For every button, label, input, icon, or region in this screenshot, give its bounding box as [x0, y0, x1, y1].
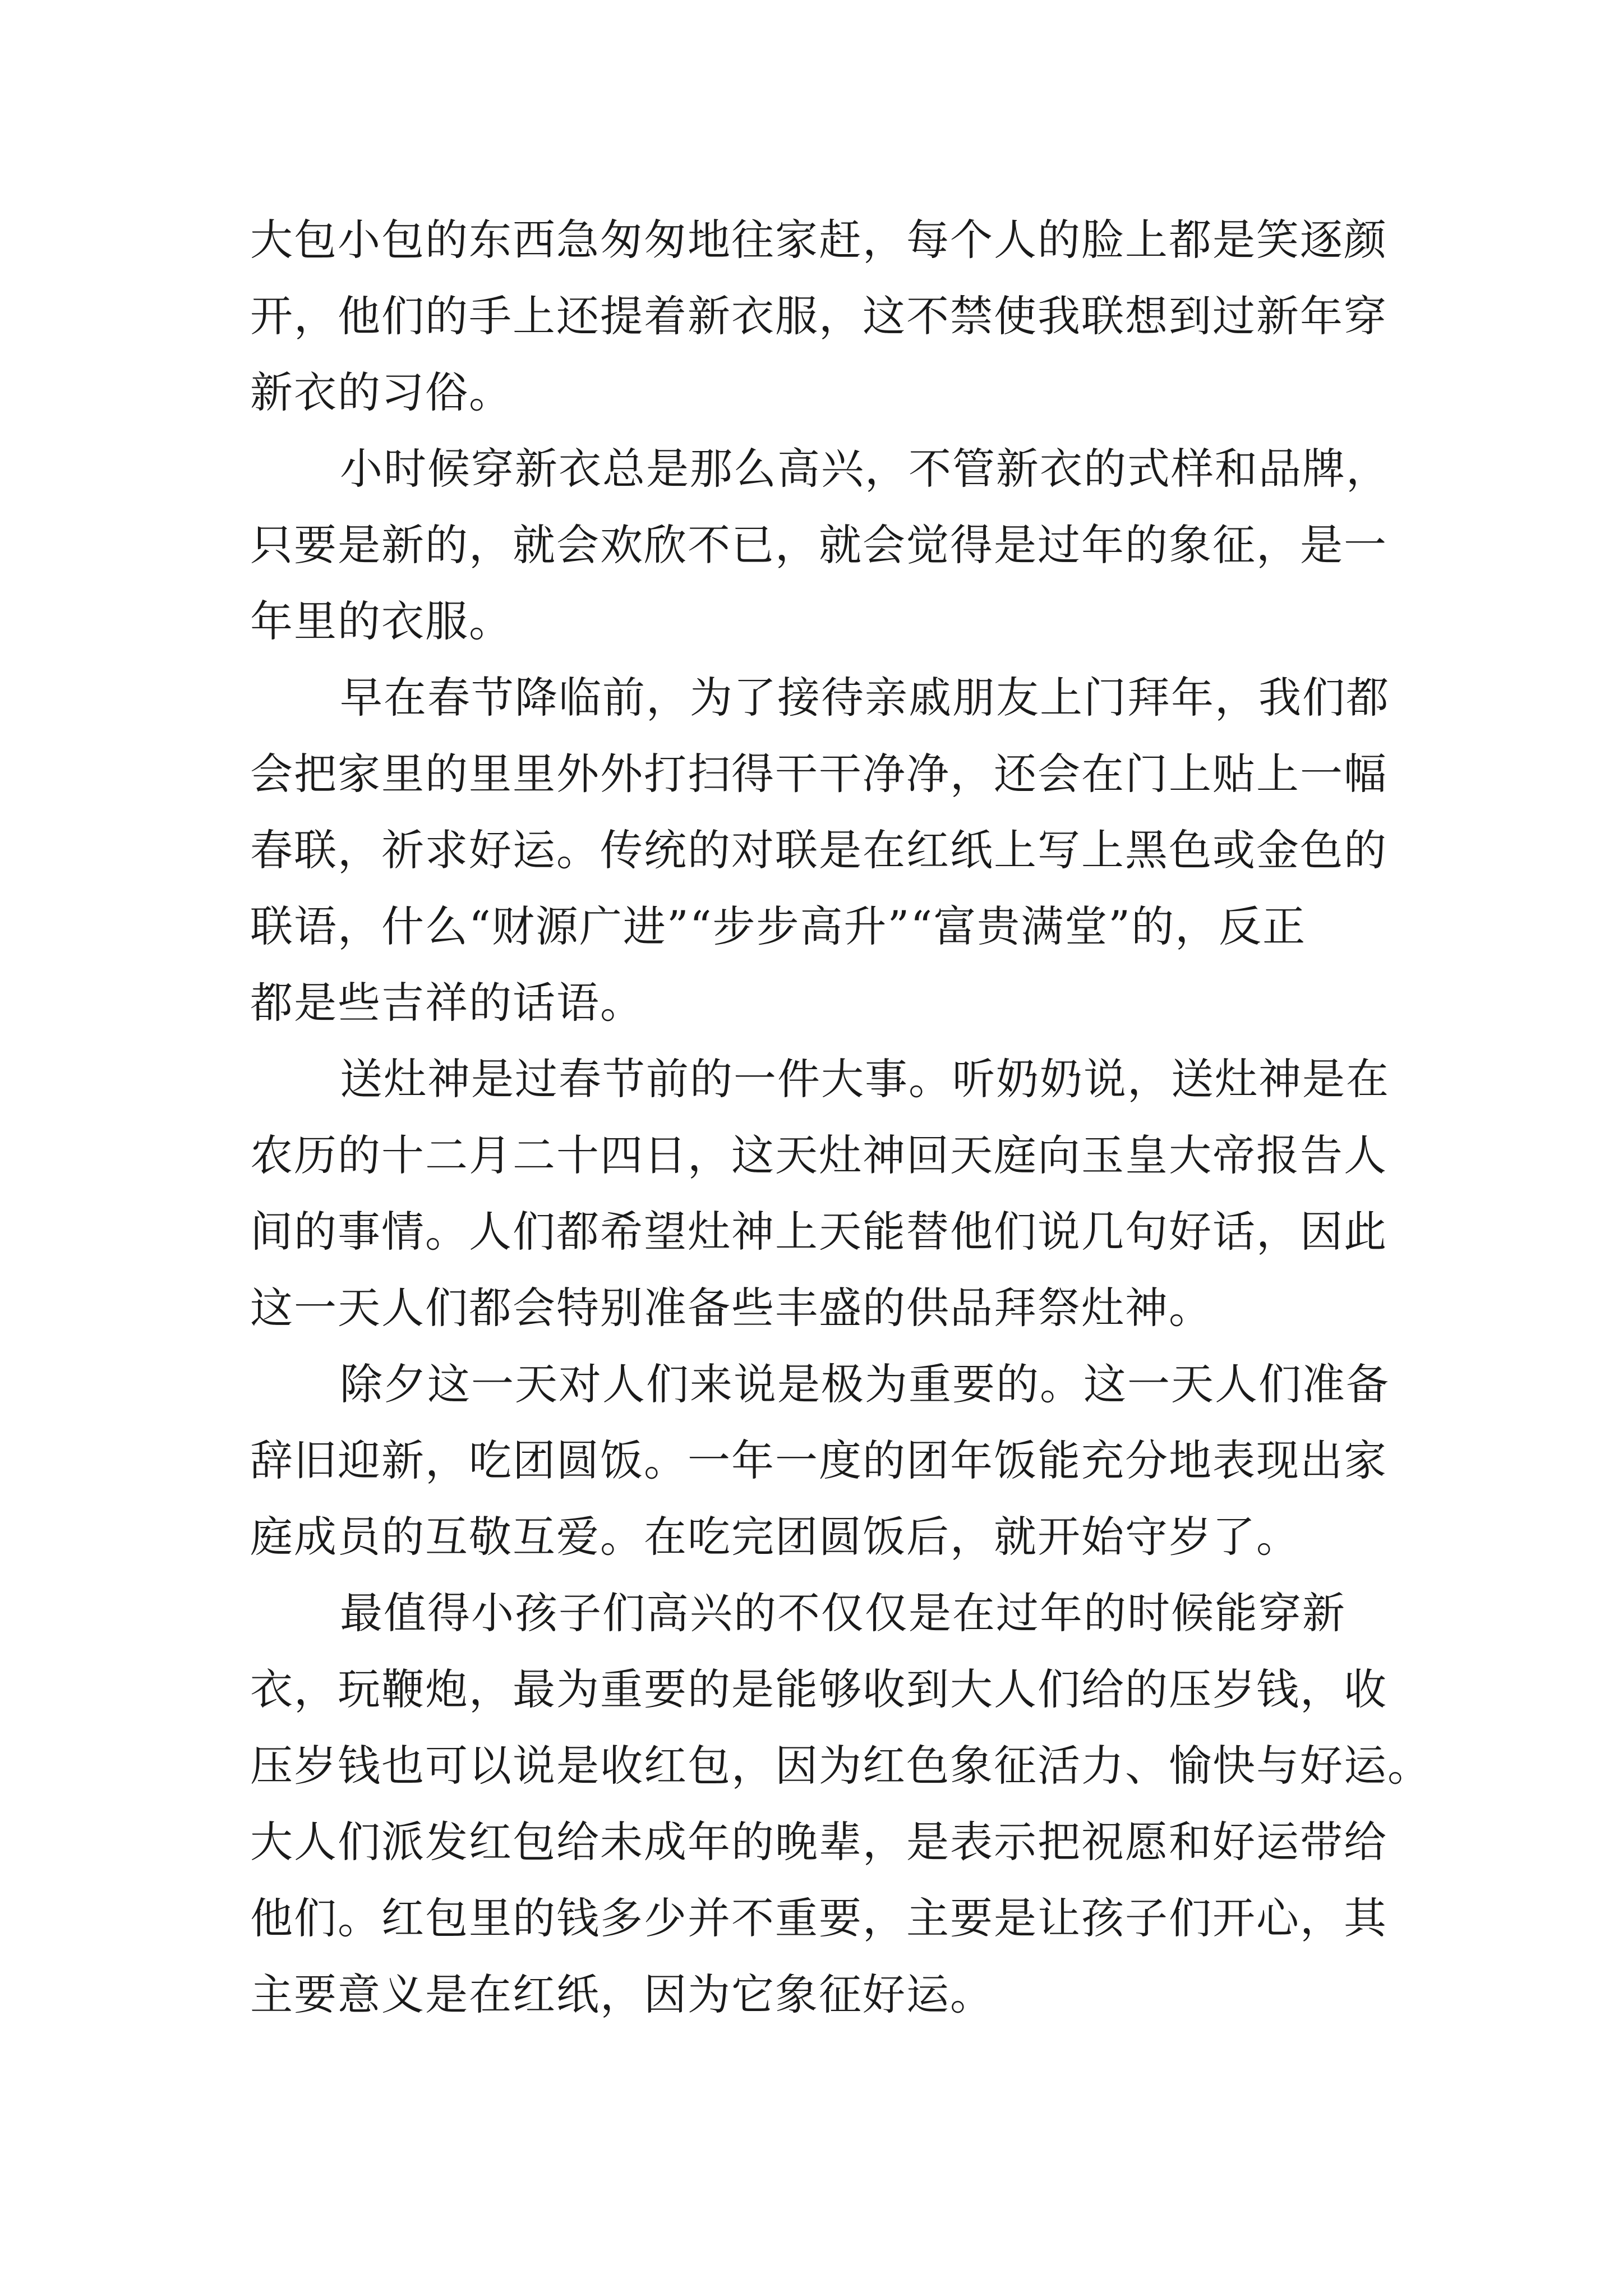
- paragraph-3: [250, 660, 1400, 1041]
- text-line: 辞旧迎新，吃团圆饭。一年一度的团年饭能充分地表现出家: [250, 1435, 1387, 1485]
- text-line: 都是些吉祥的话语。: [250, 978, 644, 1028]
- text-line: 除夕这一天对人们来说是极为重要的。这一天人们准备: [340, 1359, 1390, 1409]
- text-line: 会把家里的里里外外打扫得干干净净，还会在门上贴上一幅: [250, 749, 1387, 799]
- text-line: 新衣的习俗。: [250, 367, 513, 417]
- text-line: 主要意义是在红纸，因为它象征好运。: [250, 1970, 994, 2019]
- text-line: 这一天人们都会特别准备些丰盛的供品拜祭灶神。: [250, 1283, 1212, 1333]
- paragraph-1: [250, 202, 1400, 431]
- document-body: [250, 202, 1431, 2033]
- text-line: 只要是新的，就会欢欣不已，就会觉得是过年的象征，是一: [250, 520, 1387, 570]
- text-line: 小时候穿新衣总是那么高兴，不管新衣的式样和品牌，: [340, 444, 1390, 494]
- text-line: 大包小包的东西急匆匆地往家赶，每个人的脸上都是笑逐颜: [250, 215, 1387, 265]
- text-line: 早在春节降临前，为了接待亲戚朋友上门拜年，我们都: [340, 673, 1390, 723]
- paragraph-4: [250, 1041, 1400, 1346]
- paragraph-5: [250, 1346, 1400, 1575]
- text-line: 衣，玩鞭炮，最为重要的是能够收到大人们给的压岁钱，收: [250, 1664, 1387, 1714]
- text-line: 开，他们的手上还提着新衣服，这不禁使我联想到过新年穿: [250, 291, 1387, 341]
- text-line: 联语，什么“财源广进”“步步高升”“富贵满堂”的，反正: [250, 901, 1307, 951]
- text-line: 间的事情。人们都希望灶神上天能替他们说几句好话，因此: [250, 1207, 1387, 1257]
- text-line: 他们。红包里的钱多少并不重要，主要是让孩子们开心，其: [250, 1893, 1387, 1943]
- text-line: 压岁钱也可以说是收红包，因为红色象征活力、愉快与好运。: [250, 1741, 1431, 1791]
- text-line: 最值得小孩子们高兴的不仅仅是在过年的时候能穿新: [340, 1588, 1346, 1638]
- paragraph-6: [250, 1575, 1431, 2033]
- paragraph-2: [250, 431, 1400, 660]
- text-line: 农历的十二月二十四日，这天灶神回天庭向玉皇大帝报告人: [250, 1130, 1387, 1180]
- text-line: 庭成员的互敬互爱。在吃完团圆饭后，就开始守岁了。: [250, 1512, 1300, 1562]
- text-line: 大人们派发红包给未成年的晚辈，是表示把祝愿和好运带给: [250, 1817, 1387, 1867]
- text-line: 春联，祈求好运。传统的对联是在红纸上写上黑色或金色的: [250, 825, 1387, 875]
- text-line: 年里的衣服。: [250, 596, 513, 646]
- text-line: 送灶神是过春节前的一件大事。听奶奶说，送灶神是在: [340, 1054, 1390, 1104]
